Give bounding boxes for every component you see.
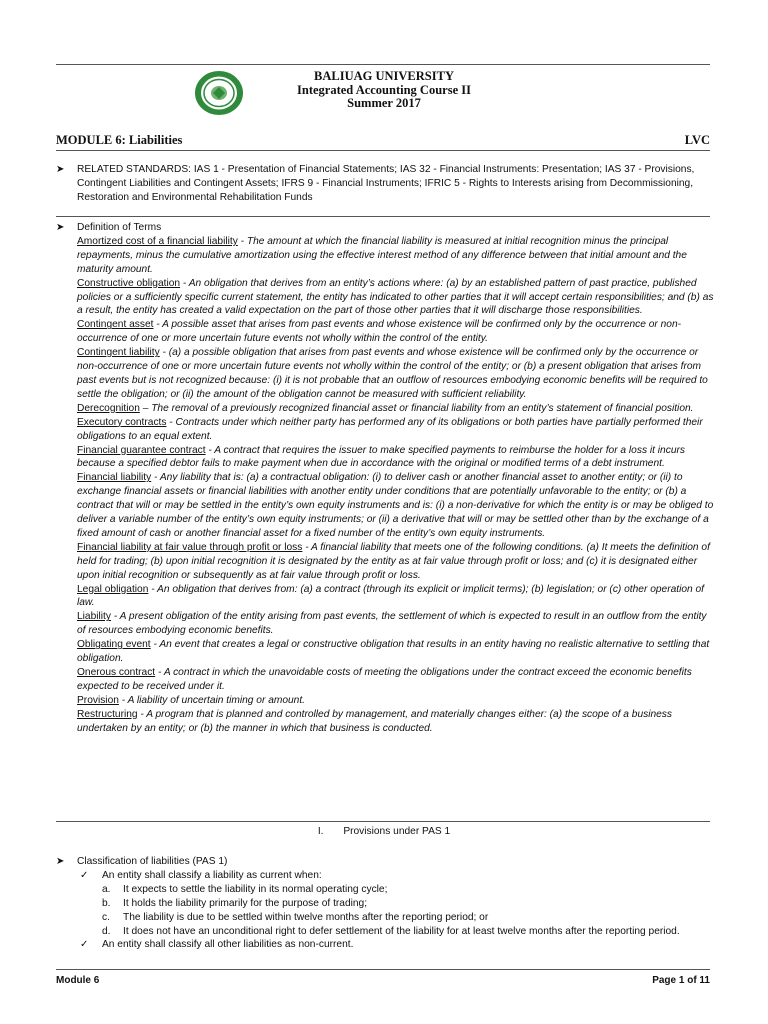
definition-text: - A contract that requires the issuer to make specified payments to reimburse the holder for a loss it incurs because a specified debtor fails to make payment when due in accordance with the original or modified terms of a debt instrument. xyxy=(77,444,685,470)
definition-item xyxy=(77,277,716,319)
condition-text: It does not have an unconditional right to defer settlement of the liability for at least twelve months after the reporting period. xyxy=(123,925,680,937)
definition-term: Onerous contract xyxy=(77,667,156,678)
definition-text: - An event that creates a legal or constructive obligation that results in an entity having no realistic alternative to settling that obligation. xyxy=(77,639,710,665)
definition-text: - A possible asset that arises from past events and whose existence will be confirmed only by the occurrence or non-occurrence of one or more uncertain future events not wholly within the control of the entity. xyxy=(77,319,682,345)
document-header xyxy=(0,70,768,111)
definition-text: – The removal of a previously recognized financial asset or financial liability from an entity’s statement of financial position. xyxy=(139,402,694,414)
definition-item xyxy=(77,541,716,583)
list-item xyxy=(77,869,716,883)
definition-term: Financial liability xyxy=(77,472,152,484)
course-name: Integrated Accounting Course II xyxy=(297,82,471,97)
condition-item xyxy=(77,883,716,897)
section-title: Provisions under PAS 1 xyxy=(343,826,451,837)
definition-text: - (a) a possible obligation that arises from past events and whose existence will be confirmed only by the occurrence or non-occurrence of one or more uncertain future events not wholly within the control of the entity; or (b) a present obligation that arises from past events but is not recognized because: (i) it is not probable that an outflow of resources embodying economic benefits will be required to settle the obligation; or (ii) the amount of the obligation cannot be measured with sufficient reliability. xyxy=(77,347,708,400)
definition-item xyxy=(77,583,716,611)
condition-text: The liability is due to be settled within twelve months after the reporting period; or xyxy=(123,911,489,923)
university-name: BALIUAG UNIVERSITY xyxy=(314,69,454,83)
checkmark-icon: ✓ xyxy=(80,939,89,951)
definition-term: Derecognition xyxy=(77,402,140,414)
definitions-heading: Definition of Terms xyxy=(77,222,162,233)
definition-term: Financial guarantee contract xyxy=(77,444,206,456)
definition-item xyxy=(77,708,716,736)
definition-term: Financial liability at fair value through profit or loss xyxy=(77,541,303,553)
standards-text: IAS 1 - Presentation of Financial Statements; IAS 32 - Financial Instruments: Presentation; IAS 37 - Provisions, Contingent Liabilities and Contingent Assets; IFRS 9 - Financial Instruments; IFRIC 5 - Rights to Interests arising from Decommissioning, Restoration and Environmental Rehabilitation Funds xyxy=(77,164,695,203)
definitions-rule xyxy=(56,821,710,822)
condition-item xyxy=(77,911,716,925)
footer-rule xyxy=(56,969,710,970)
definition-term: Restructuring xyxy=(77,708,138,720)
page-footer xyxy=(56,975,710,986)
definition-text: - A contract in which the unavoidable costs of meeting the obligations under the contract exceed the economic benefits expected to be received under it. xyxy=(77,667,692,692)
definition-item xyxy=(77,694,716,708)
definition-item xyxy=(77,471,716,541)
definition-term: Amortized cost of a financial liability xyxy=(77,235,238,247)
definition-item xyxy=(77,666,716,694)
condition-letter: b. xyxy=(102,897,111,909)
definition-term: Liability xyxy=(77,611,111,623)
related-standards xyxy=(56,163,716,205)
current-intro: An entity shall classify a liability as current when: xyxy=(102,869,322,881)
condition-letter: c. xyxy=(102,911,110,923)
definition-term: Executory contracts xyxy=(77,416,167,428)
definition-text: - Contracts under which neither party has performed any of its obligations or both parties have partially performed their obligations to an equal extent. xyxy=(77,416,703,442)
definition-item xyxy=(77,318,716,346)
condition-text: It holds the liability primarily for the purpose of trading; xyxy=(123,897,368,909)
arrow-bullet-icon: ➤ xyxy=(56,856,65,867)
checkmark-icon: ✓ xyxy=(80,869,89,881)
arrow-bullet-icon: ➤ xyxy=(56,222,65,233)
classification-heading: Classification of liabilities (PAS 1) xyxy=(77,856,228,867)
condition-item xyxy=(77,897,716,911)
standards-rule xyxy=(56,216,710,217)
definition-item xyxy=(77,444,716,472)
definition-text: - A present obligation of the entity arising from past events, the settlement of which is expected to result in an outflow from the entity of resources embodying economic benefits. xyxy=(77,611,707,637)
module-row xyxy=(56,133,710,149)
definition-item xyxy=(77,235,716,277)
definition-item xyxy=(77,346,716,402)
classification-section xyxy=(56,855,716,952)
definition-term: Obligating event xyxy=(77,639,151,651)
condition-letter: d. xyxy=(102,925,111,937)
definition-term: Contingent asset xyxy=(77,319,154,331)
module-title: MODULE 6: Liabilities xyxy=(56,133,183,147)
definition-text: - A program that is planned and controlled by management, and materially changes either: (a) the scope of a business undertaken by an entity; or (b) the manner in which that business is conducted. xyxy=(77,708,672,734)
term-name: Summer 2017 xyxy=(347,96,421,110)
definition-text: - A financial liability that meets one of the following conditions. (a) It meets the definition of held for trading; (b) upon initial recognition it is designated by the entity as at fair value through profit or loss; and (c) it is designated either upon initial recognition or subsequently as at fair value through profit or loss. xyxy=(77,541,710,581)
definition-item xyxy=(77,610,716,638)
footer-module: Module 6 xyxy=(56,975,100,986)
section-number: I. xyxy=(317,826,324,837)
module-rule xyxy=(56,150,710,151)
definition-text: - The amount at which the financial liability is measured at initial recognition minus the principal repayments, minus the cumulative amortization using the effective interest method of any difference between that initial amount and the maturity amount. xyxy=(77,235,687,275)
noncurrent-text: An entity shall classify all other liabilities as non-current. xyxy=(102,939,354,951)
author-initials: LVC xyxy=(684,133,710,147)
standards-label: RELATED STANDARDS: xyxy=(77,164,191,175)
definition-text: - An obligation that derives from an entity’s actions where: (a) by an established pattern of past practice, published policies or a sufficiently specific current statement, the entity has indicated to other parties that it will accept certain responsibilities; and (b) as a result, the entity has created a valid expectation on the part of those other parties that it will discharge those responsibilities. xyxy=(77,277,714,317)
list-item xyxy=(77,938,716,952)
definition-text: - A liability of uncertain timing or amount. xyxy=(118,694,306,706)
top-rule xyxy=(56,64,710,65)
definition-text: - An obligation that derives from: (a) a contract (through its explicit or implicit terms); (b) legislation; or (c) other operation of law. xyxy=(77,583,705,609)
page-number: Page 1 of 11 xyxy=(652,975,710,986)
definition-item xyxy=(77,416,716,444)
definition-term: Legal obligation xyxy=(77,583,149,595)
condition-item xyxy=(77,925,716,939)
definition-term: Contingent liability xyxy=(77,347,160,359)
definition-text: - Any liability that is: (a) a contractual obligation: (i) to deliver cash or another financial asset to another entity; or (ii) to exchange financial assets or financial liabilities with another entity under conditions that are potentially unfavorable to the entity; or (b) a contract that will or may be settled in the entity’s own equity instruments and is: (i) a non-derivative for which the entity is or may be obliged to deliver a variable number of the entity’s own equity instruments; or (ii) a derivative that will or may be settled other than by the exchange of a fixed amount of cash or another financial asset for a fixed number of the entity’s own equity instruments. xyxy=(77,472,714,539)
condition-letter: a. xyxy=(102,883,111,895)
definition-term: Constructive obligation xyxy=(77,277,181,289)
section-heading xyxy=(0,826,768,837)
definition-term: Provision xyxy=(77,694,119,706)
condition-text: It expects to settle the liability in its normal operating cycle; xyxy=(123,883,388,895)
definitions-section xyxy=(56,221,716,736)
definition-item xyxy=(77,402,716,416)
arrow-bullet-icon: ➤ xyxy=(56,164,65,175)
definition-item xyxy=(77,638,716,666)
